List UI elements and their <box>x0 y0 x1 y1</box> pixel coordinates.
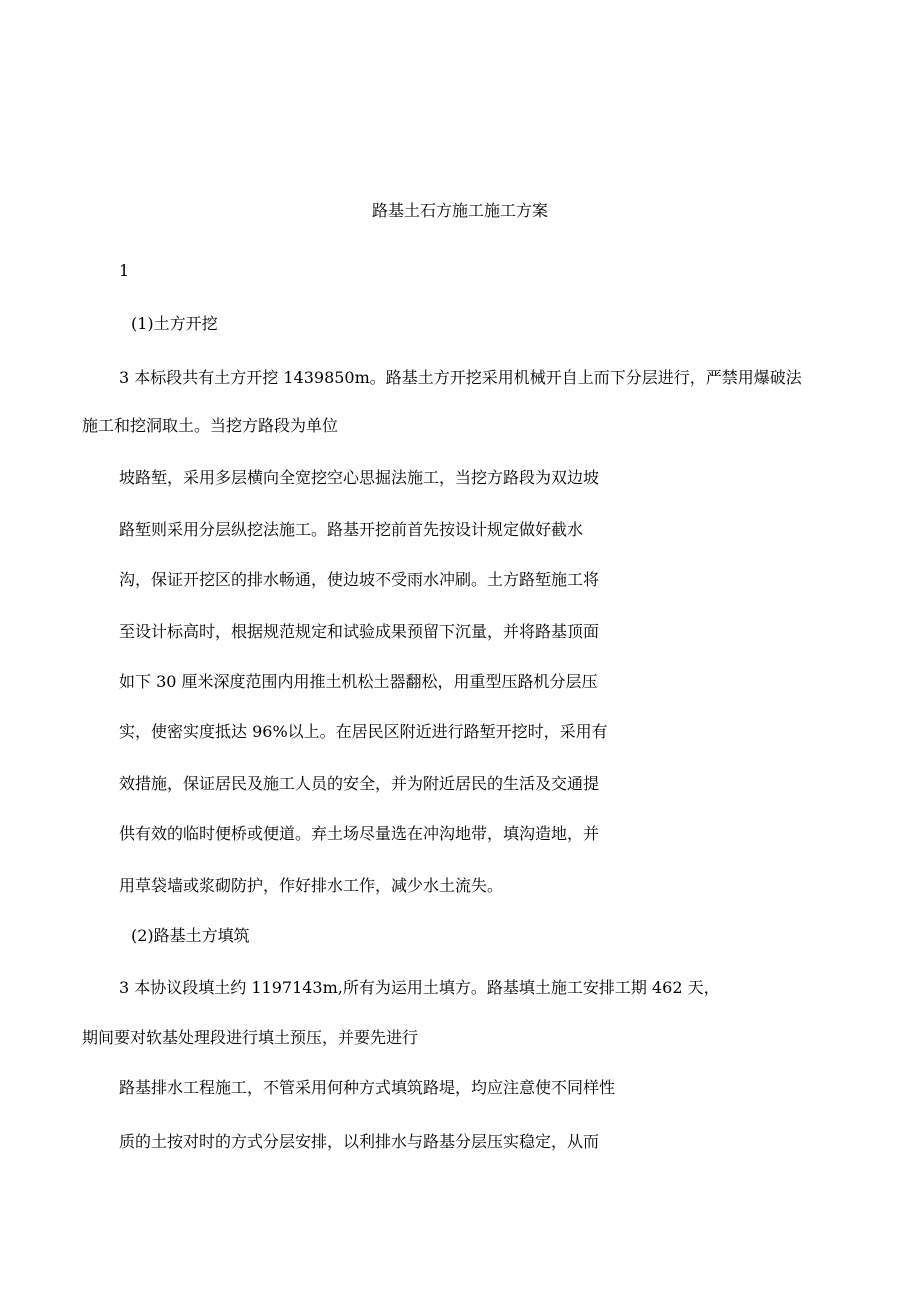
para-1-line-10: 供有效的临时便桥或便道。弃土场尽量选在冲沟地带，填沟造地，并 <box>119 824 600 843</box>
para-2-line-4: 质的土按对时的方式分层安排，以利排水与路基分层压实稳定，从而 <box>119 1132 600 1151</box>
heading-earthwork-excavation: (1)土方开挖 <box>131 314 218 333</box>
para-1-line-9: 效措施，保证居民及施工人员的安全，并为附近居民的生活及交通提 <box>119 774 600 793</box>
heading-subgrade-filling: (2)路基土方填筑 <box>131 926 250 945</box>
para-1-line-5: 沟，保证开挖区的排水畅通，使边坡不受雨水冲刷。土方路堑施工将 <box>119 570 600 589</box>
para-1-line-11: 用草袋墙或浆砌防护，作好排水工作，减少水土流失。 <box>119 876 504 895</box>
para-1-line-3: 坡路堑，采用多层横向全宽挖空心思掘法施工，当挖方路段为双边坡 <box>119 468 600 487</box>
page-title: 路基土石方施工施工方案 <box>371 201 548 220</box>
para-1-line-2: 施工和挖洞取土。当挖方路段为单位 <box>82 416 339 435</box>
para-2-line-3: 路基排水工程施工，不管采用何种方式填筑路堤，均应注意使不同样性 <box>119 1078 616 1097</box>
para-1-line-1: 3 本标段共有土方开挖 1439850m。路基土方开挖采用机械开自上而下分层进行，严禁用爆破法 <box>119 368 802 387</box>
para-2-line-1: 3 本协议段填土约 1197143m,所有为运用土填方。路基填土施工安排工期 462 天， <box>119 978 720 997</box>
para-1-line-6: 至设计标高时，根据规范规定和试验成果预留下沉量，并将路基顶面 <box>119 622 600 641</box>
section-number: 1 <box>119 261 130 280</box>
para-1-line-8: 实，使密实度抵达 96%以上。在居民区附近进行路堑开挖时，采用有 <box>119 722 608 741</box>
para-2-line-2: 期间要对软基处理段进行填土预压，并要先进行 <box>82 1028 419 1047</box>
para-1-line-7: 如下 30 厘米深度范围内用推土机松土器翻松，用重型压路机分层压 <box>119 672 598 691</box>
para-1-line-4: 路堑则采用分层纵挖法施工。路基开挖前首先按设计规定做好截水 <box>119 520 584 539</box>
